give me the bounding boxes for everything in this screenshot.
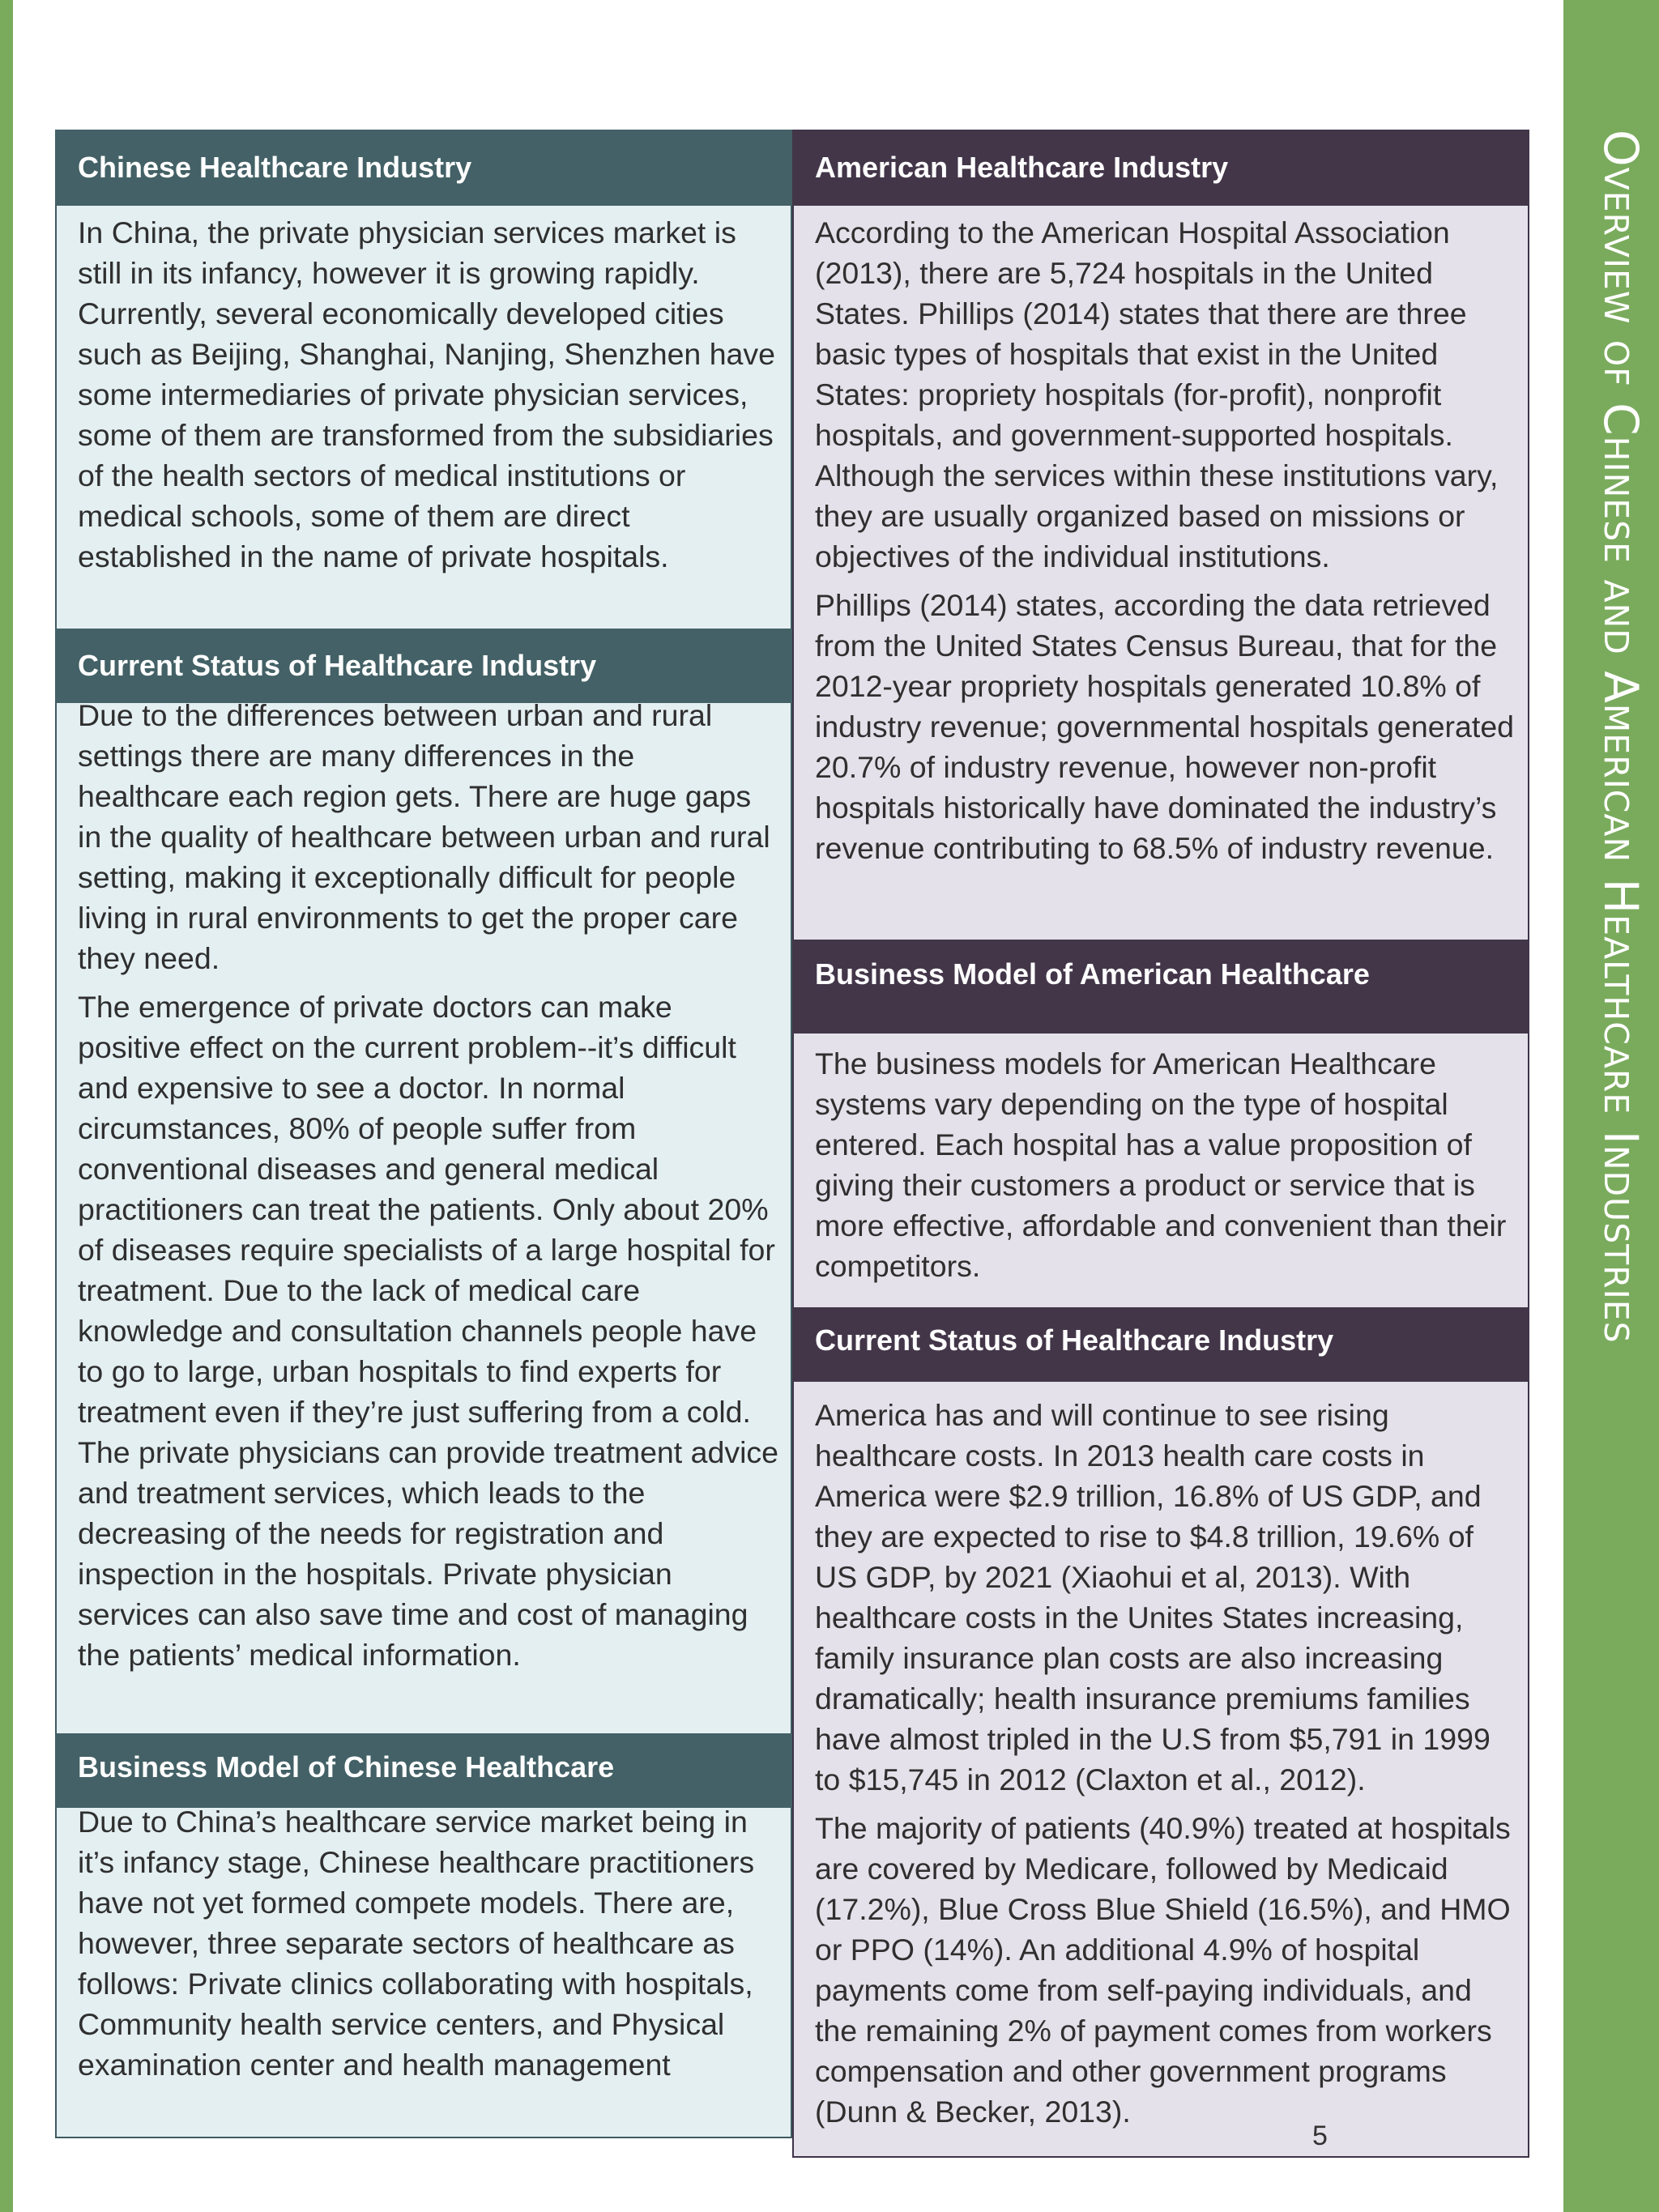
page-number: 5 bbox=[1312, 2120, 1328, 2151]
paragraph: The majority of patients (40.9%) treated at hospitals are covered by Medicare, followed by Medicaid (17.2%), Blue Cross Blue Shield (16.5%), and HMO or PPO (14%). An additional 4.9% of hospital payments come from self-paying individuals, and the remaining 2% of payment comes from workers compensation and other government programs (Dunn & Becker, 2013). bbox=[815, 1811, 1511, 2129]
section-heading-chinese-industry: Chinese Healthcare Industry bbox=[55, 130, 792, 206]
section-heading-american-status: Current Status of Healthcare Industry bbox=[792, 1307, 1529, 1382]
section-body-chinese-status bbox=[78, 695, 783, 1675]
paragraph: According to the American Hospital Association (2013), there are 5,724 hospitals in the United States. Phillips (2014) states that there are three basic types of hospitals that exist in the United States: propriety hospitals (for-profit), nonprofit hospitals, and government-supported hospitals. Although the services within these institutions vary, they are usually organized based on missions or objectives of the individual institutions. bbox=[815, 215, 1499, 573]
section-body-american-industry bbox=[815, 212, 1520, 868]
section-heading-american-industry: American Healthcare Industry bbox=[792, 130, 1529, 206]
chinese-healthcare-column bbox=[55, 130, 792, 2138]
paragraph: The business models for American Healthcare systems vary depending on the type of hospital entered. Each hospital has a value proposition of giving their customers a product or service that is more effective, affordable and convenient than their competitors. bbox=[815, 1046, 1507, 1283]
section-body-chinese-industry bbox=[78, 212, 783, 577]
section-heading-chinese-business-model: Business Model of Chinese Healthcare bbox=[55, 1733, 792, 1808]
paragraph: The emergence of private doctors can make positive effect on the current problem--it’s difficult and expensive to see a doctor. In normal circumstances, 80% of people suffer from conventional diseases and general medical practitioners can treat the patients. Only about 20% of diseases require specialists of a large hospital for treatment. Due to the lack of medical care knowledge and consultation channels people have to go to large, urban hospitals to find experts for treatment even if they’re just suffering from a cold. The private physicians can provide treatment advice and treatment services, which leads to the decreasing of the needs for registration and inspection in the hospitals. Private physician services can also save time and cost of managing the patients’ medical information. bbox=[78, 990, 779, 1672]
paragraph: Due to the differences between urban and rural settings there are many differences in the healthcare each region gets. There are huge gaps in the quality of healthcare between urban and rural setting, making it exceptionally difficult for people living in rural environments to get the proper care they need. bbox=[78, 698, 770, 975]
section-heading-chinese-status: Current Status of Healthcare Industry bbox=[55, 629, 792, 703]
section-body-chinese-business-model bbox=[78, 1801, 783, 2085]
section-heading-american-business-model: Business Model of American Healthcare bbox=[792, 940, 1529, 1034]
section-body-american-status bbox=[815, 1395, 1520, 2132]
paragraph: Due to China’s healthcare service market being in it’s infancy stage, Chinese healthcare practitioners have not yet formed compete models. There are, however, three separate sectors of healthcare as follows: Private clinics collaborating with hospitals, Community health service centers, and Physical examination center and health management bbox=[78, 1805, 755, 2082]
side-title: Overview of Chinese and American Healthcare Industries bbox=[1593, 130, 1648, 1344]
paragraph: America has and will continue to see rising healthcare costs. In 2013 health care costs in America were $2.9 trillion, 16.8% of US GDP, and they are expected to rise to $4.8 trillion, 19.6% of US GDP, by 2021 (Xiaohui et al, 2013). With healthcare costs in the Unites States increasing, family insurance plan costs are also increasing dramatically; health insurance premiums families have almost tripled in the U.S from $5,791 in 1999 to $15,745 in 2012 (Claxton et al., 2012). bbox=[815, 1398, 1491, 1796]
side-title-panel bbox=[1563, 0, 1659, 2212]
american-healthcare-column bbox=[792, 130, 1529, 2158]
left-accent-bar bbox=[0, 0, 13, 2212]
paragraph: Phillips (2014) states, according the data retrieved from the United States Census Bureau, that for the 2012-year propriety hospitals generated 10.8% of industry revenue; governmental hospitals generated 20.7% of industry revenue, however non-profit hospitals historically have dominated the industry’s revenue contributing to 68.5% of industry revenue. bbox=[815, 588, 1515, 865]
paragraph: In China, the private physician services market is still in its infancy, however it is growing rapidly. Currently, several economically developed cities such as Beijing, Shanghai, Nanjing, Shenzhen have some intermediaries of private physician services, some of them are transformed from the subsidiaries of the health sectors of medical institutions or medical schools, some of them are direct established in the name of private hospitals. bbox=[78, 215, 776, 573]
section-body-american-business-model bbox=[815, 1043, 1520, 1286]
